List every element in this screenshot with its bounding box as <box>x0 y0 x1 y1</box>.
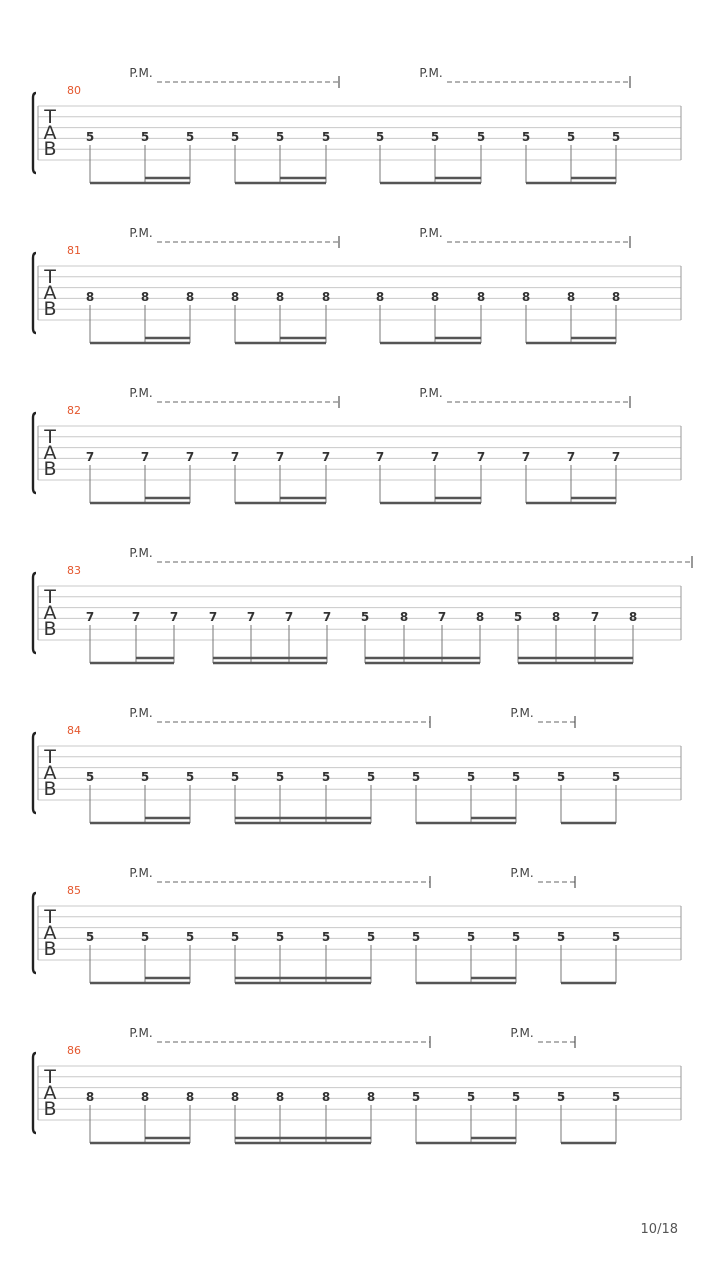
fret-number: 8 <box>366 1090 376 1104</box>
system-bracket <box>33 1053 36 1133</box>
palm-mute-label: P.M. <box>419 226 443 240</box>
fret-number: 8 <box>85 290 95 304</box>
fret-number: 5 <box>566 130 576 144</box>
palm-mute-label: P.M. <box>129 546 153 560</box>
palm-mute-label: P.M. <box>129 866 153 880</box>
fret-number: 8 <box>476 290 486 304</box>
fret-number: 5 <box>476 130 486 144</box>
fret-number: 5 <box>230 930 240 944</box>
system-bracket <box>33 733 36 813</box>
fret-number: 5 <box>321 770 331 784</box>
fret-number: 5 <box>140 930 150 944</box>
measure-number: 86 <box>67 1044 81 1057</box>
fret-number: 5 <box>611 1090 621 1104</box>
measure-number: 85 <box>67 884 81 897</box>
palm-mute-label: P.M. <box>129 1026 153 1040</box>
fret-number: 8 <box>475 610 485 624</box>
fret-number: 5 <box>321 130 331 144</box>
fret-number: 5 <box>611 130 621 144</box>
fret-number: 5 <box>411 930 421 944</box>
palm-mute-label: P.M. <box>510 1026 534 1040</box>
fret-number: 7 <box>322 610 332 624</box>
tab-system <box>33 866 681 983</box>
fret-number: 5 <box>375 130 385 144</box>
fret-number: 7 <box>169 610 179 624</box>
tab-clef-letter: B <box>43 138 57 160</box>
fret-number: 7 <box>85 450 95 464</box>
measure-number: 83 <box>67 564 81 577</box>
fret-number: 5 <box>185 130 195 144</box>
fret-number: 5 <box>430 130 440 144</box>
palm-mute-label: P.M. <box>129 66 153 80</box>
fret-number: 7 <box>275 450 285 464</box>
tab-clef-letter: A <box>43 1082 57 1104</box>
fret-number: 5 <box>230 130 240 144</box>
palm-mute-label: P.M. <box>129 706 153 720</box>
tab-clef-letter: A <box>43 282 57 304</box>
tab-clef-letter: B <box>43 778 57 800</box>
fret-number: 7 <box>476 450 486 464</box>
tab-system <box>33 1026 681 1143</box>
fret-number: 5 <box>611 930 621 944</box>
fret-number: 7 <box>521 450 531 464</box>
fret-number: 8 <box>85 1090 95 1104</box>
fret-number: 7 <box>246 610 256 624</box>
fret-number: 5 <box>140 130 150 144</box>
tab-clef-letter: B <box>43 298 57 320</box>
fret-number: 5 <box>85 930 95 944</box>
fret-number: 7 <box>566 450 576 464</box>
fret-number: 7 <box>140 450 150 464</box>
tab-clef-letter: T <box>44 106 56 128</box>
fret-number: 5 <box>411 1090 421 1104</box>
fret-number: 7 <box>375 450 385 464</box>
tab-system <box>33 226 681 343</box>
fret-number: 7 <box>590 610 600 624</box>
system-bracket <box>33 573 36 653</box>
fret-number: 8 <box>430 290 440 304</box>
fret-number: 8 <box>321 290 331 304</box>
fret-number: 5 <box>275 930 285 944</box>
fret-number: 8 <box>230 290 240 304</box>
fret-number: 5 <box>366 930 376 944</box>
fret-number: 7 <box>230 450 240 464</box>
fret-number: 8 <box>551 610 561 624</box>
fret-number: 5 <box>275 130 285 144</box>
tab-clef-letter: T <box>44 426 56 448</box>
fret-number: 5 <box>556 1090 566 1104</box>
fret-number: 7 <box>284 610 294 624</box>
tab-clef-letter: T <box>44 1066 56 1088</box>
fret-number: 5 <box>521 130 531 144</box>
fret-number: 7 <box>321 450 331 464</box>
fret-number: 8 <box>521 290 531 304</box>
fret-number: 8 <box>628 610 638 624</box>
fret-number: 8 <box>399 610 409 624</box>
tab-clef-letter: A <box>43 442 57 464</box>
fret-number: 8 <box>321 1090 331 1104</box>
tab-clef-letter: B <box>43 1098 57 1120</box>
fret-number: 5 <box>185 770 195 784</box>
tab-clef-letter: B <box>43 618 57 640</box>
fret-number: 8 <box>185 290 195 304</box>
tab-clef-letter: B <box>43 458 57 480</box>
fret-number: 5 <box>230 770 240 784</box>
fret-number: 5 <box>85 130 95 144</box>
fret-number: 8 <box>611 290 621 304</box>
fret-number: 5 <box>511 930 521 944</box>
fret-number: 8 <box>566 290 576 304</box>
palm-mute-label: P.M. <box>419 386 443 400</box>
fret-number: 7 <box>208 610 218 624</box>
measure-number: 80 <box>67 84 81 97</box>
fret-number: 5 <box>511 770 521 784</box>
palm-mute-label: P.M. <box>510 866 534 880</box>
palm-mute-label: P.M. <box>510 706 534 720</box>
fret-number: 5 <box>466 930 476 944</box>
fret-number: 5 <box>411 770 421 784</box>
tab-system <box>33 386 681 503</box>
fret-number: 7 <box>611 450 621 464</box>
tab-system <box>33 546 692 663</box>
fret-number: 8 <box>140 1090 150 1104</box>
system-bracket <box>33 93 36 173</box>
palm-mute-label: P.M. <box>129 226 153 240</box>
fret-number: 5 <box>556 930 566 944</box>
fret-number: 7 <box>131 610 141 624</box>
system-bracket <box>33 893 36 973</box>
tab-system <box>33 66 681 183</box>
tab-clef-letter: B <box>43 938 57 960</box>
fret-number: 5 <box>366 770 376 784</box>
page-number: 10/18 <box>640 1222 678 1237</box>
palm-mute-label: P.M. <box>419 66 443 80</box>
fret-number: 8 <box>230 1090 240 1104</box>
fret-number: 8 <box>375 290 385 304</box>
fret-number: 5 <box>556 770 566 784</box>
tab-clef-letter: A <box>43 122 57 144</box>
fret-number: 5 <box>513 610 523 624</box>
tab-clef-letter: A <box>43 602 57 624</box>
tab-clef-letter: T <box>44 586 56 608</box>
fret-number: 7 <box>185 450 195 464</box>
fret-number: 5 <box>466 770 476 784</box>
fret-number: 8 <box>185 1090 195 1104</box>
tab-clef-letter: T <box>44 746 56 768</box>
tab-clef-letter: A <box>43 762 57 784</box>
system-bracket <box>33 413 36 493</box>
fret-number: 5 <box>511 1090 521 1104</box>
palm-mute-label: P.M. <box>129 386 153 400</box>
fret-number: 5 <box>611 770 621 784</box>
fret-number: 8 <box>140 290 150 304</box>
fret-number: 7 <box>85 610 95 624</box>
fret-number: 7 <box>430 450 440 464</box>
fret-number: 8 <box>275 290 285 304</box>
fret-number: 5 <box>85 770 95 784</box>
fret-number: 5 <box>275 770 285 784</box>
fret-number: 5 <box>140 770 150 784</box>
measure-number: 81 <box>67 244 81 257</box>
measure-number: 82 <box>67 404 81 417</box>
measure-number: 84 <box>67 724 81 737</box>
tab-system <box>33 706 681 823</box>
fret-number: 5 <box>360 610 370 624</box>
fret-number: 8 <box>275 1090 285 1104</box>
fret-number: 5 <box>321 930 331 944</box>
fret-number: 7 <box>437 610 447 624</box>
system-bracket <box>33 253 36 333</box>
tab-clef-letter: T <box>44 906 56 928</box>
fret-number: 5 <box>185 930 195 944</box>
tab-clef-letter: T <box>44 266 56 288</box>
fret-number: 5 <box>466 1090 476 1104</box>
tab-clef-letter: A <box>43 922 57 944</box>
